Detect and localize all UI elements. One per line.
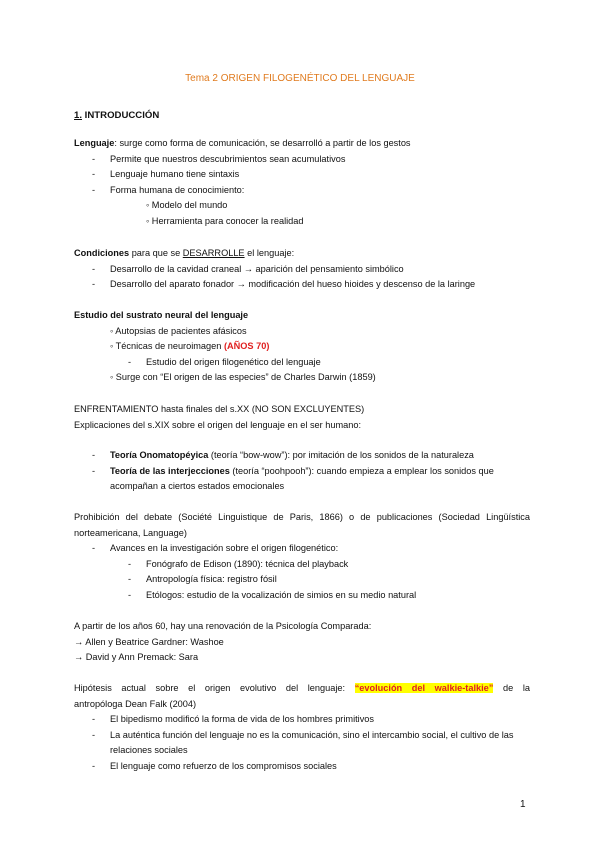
enfrentamiento-block [74,402,530,433]
list-item: - El lenguaje como refuerzo de los compromisos sociales [92,760,337,771]
anos60-line: A partir de los años 60, hay una renovación de la Psicología Comparada: [74,621,372,631]
list-item: - Teoría Onomatopéyica (teoría “bow-wow”): por imitación de los sonidos de la naturaleza [92,450,474,460]
prohibicion-block [74,510,530,604]
condiciones-heading: Condiciones para que se DESARROLLE el lenguaje: [74,248,295,258]
explicaciones-line: Explicaciones del s.XIX sobre el origen del lenguaje en el ser humano: [74,419,362,430]
list-item: - Desarrollo de la cavidad craneal → aparición del pensamiento simbólico [92,263,404,274]
highlighted-phrase: “evolución del walkie-talkie” [354,683,494,693]
enfrentamiento-line: ENFRENTAMIENTO hasta finales del s.XX (NO SON EXCLUYENTES) [74,404,365,414]
lenguaje-definition: Lenguaje: surge como forma de comunicación, se desarrolló a partir de los gestos [74,138,411,148]
list-item: - Desarrollo del aparato fonador → modificación del hueso hioides y descenso de la laringe [92,279,476,290]
sub-item: - Fonógrafo de Edison (1890): técnica del playback [128,558,349,569]
page-number: 1 [520,799,526,810]
list-item: - Forma humana de conocimiento: [92,184,245,195]
sub-item: - Antropología física: registro fósil [128,574,277,585]
prohibicion-line: Prohibición del debate (Société Linguistique de Paris, 1866) o de publicaciones (Sociedad Lingüística [74,512,530,522]
sub-item: ◦ Técnicas de neuroimagen (AÑOS 70) [110,341,270,352]
list-item: - Avances en la investigación sobre el origen filogenético: [92,543,339,554]
anos60-line: → Allen y Beatrice Gardner: Washoe [74,636,224,647]
lenguaje-block [74,136,530,230]
list-item: - Permite que nuestros descubrimientos sean acumulativos [92,153,346,164]
teorias-list [74,448,530,495]
section-heading-introduccion [74,108,159,124]
sub-item: ◦ Herramienta para conocer la realidad [146,215,304,226]
list-item: - La auténtica función del lenguaje no es la comunicación, sino el intercambio social, el cultivo de las relaciones sociales [92,729,514,756]
section-number: 1. [74,110,83,121]
list-item: - El bipedismo modificó la forma de vida de los hombres primitivos [92,714,374,725]
sub-item: - Etólogos: estudio de la vocalización de simios en su medio natural [128,589,417,600]
anos60-line: → David y Ann Premack: Sara [74,652,199,663]
sub-item: ◦ Autopsias de pacientes afásicos [110,325,247,336]
hipotesis-line: Hipótesis actual sobre el origen evolutivo del lenguaje: “evolución del walkie-talkie” de la [74,683,530,693]
sub-item: ◦ Surge con “El origen de las especies” de Charles Darwin (1859) [110,372,376,383]
sub-sub-item: - Estudio del origen filogenético del lenguaje [128,356,321,367]
list-item: - Teoría de las interjecciones (teoría “poohpooh”): cuando empieza a emplear los sonidos que acompañan a ciertos estados emocionales [92,465,494,492]
condiciones-block [74,246,530,293]
hipotesis-line: antropóloga Dean Falk (2004) [74,698,197,709]
list-item: - Lenguaje humano tiene sintaxis [92,169,240,180]
estudio-block [74,308,530,386]
section-label: INTRODUCCIÓN [82,110,160,121]
estudio-heading: Estudio del sustrato neural del lenguaje [74,310,249,320]
sub-item: ◦ Modelo del mundo [146,200,228,211]
years-note: (AÑOS 70) [223,341,270,352]
document-title: Tema 2 ORIGEN FILOGENÉTICO DEL LENGUAJE [185,73,415,84]
anos60-block [74,619,530,666]
prohibicion-line: norteamericana, Language) [74,527,187,538]
hipotesis-block [74,681,530,775]
